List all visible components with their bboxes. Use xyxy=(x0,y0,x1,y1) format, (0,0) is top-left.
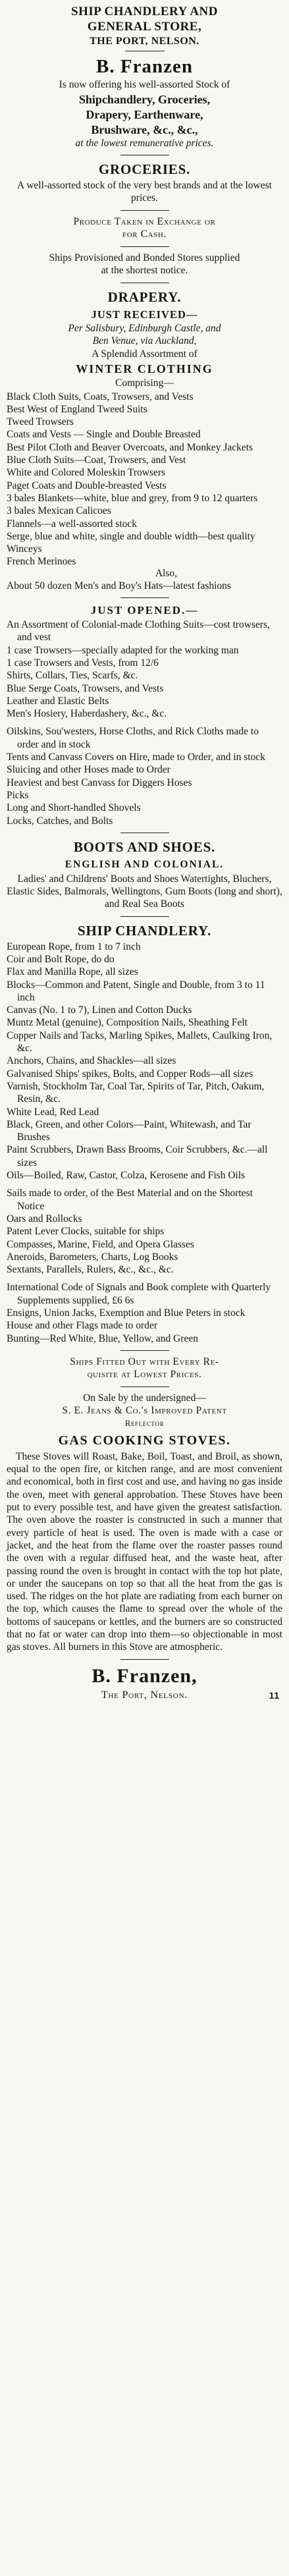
footer-address-text: The Port, Nelson. xyxy=(101,1689,188,1701)
list-item: An Assortment of Colonial-made Clothing Suits—cost trowsers, and vest xyxy=(7,619,270,644)
list-item: 3 bales Mexican Calicoes xyxy=(7,505,111,517)
list-item: White and Colored Moleskin Trowsers xyxy=(7,467,166,479)
groceries-title: GROCERIES. xyxy=(98,161,191,177)
on-sale-line: On Sale by the undersigned— xyxy=(83,1392,206,1404)
divider xyxy=(120,210,169,211)
list-item: Oilskins, Sou'westers, Horse Cloths, and Rick Cloths made to order and in stock xyxy=(7,726,259,750)
list-item: Long and Short-handled Shovels xyxy=(7,802,141,814)
boots-title: BOOTS AND SHOES. xyxy=(73,838,216,855)
gas-stoves-text: These Stoves will Roast, Bake, Boil, Toast, and Broil, as shown, equal to the open fire, or kitchen range, and are most convenient and economical, both in first cost and use, and having no gas inside the oven, meet with general approbation. These Stoves have been put to every possible test, and have given the greatest satisfaction. The oven above the roaster is constructed in such a manner that every particle of heat is used. The oven is made with a case or jacket, and the heat from the flame over the roaster passes round the oven with a regular diffused heat, and the waste heat, after passing round the oven is brought in contact with the top hot plate, or under the saucepans on top so that all the heat from the gas is used. The ridges on the hot plate are radiating from each burner on the top, which causes the flame to spread over the whole of the bottoms of saucepans or kettles, and the burners are so constructed that no fat or water can drop into them—so objectionable in most gas stoves. All burners in this Stove are atmospheric. xyxy=(7,1450,282,1653)
produce-line-1: Produce Taken in Exchange or xyxy=(73,215,216,227)
intro-line-5: at the lowest remunerative prices. xyxy=(75,137,214,149)
per-line-2: Ben Venue, via Auckland, xyxy=(92,335,197,347)
list-item: Heaviest and best Canvass for Diggers Hoses xyxy=(7,777,192,788)
list-item: 1 case Trowsers—specially adapted for the working man xyxy=(7,644,239,656)
list-item: Blocks—Common and Patent, Single and Double, from 3 to 11 inch xyxy=(7,979,265,1003)
list-item: Leather and Elastic Belts xyxy=(7,695,109,707)
comprising: Comprising— xyxy=(115,377,174,389)
list-item: Galvanised Ships' spikes, Bolts, and Copper Rods—all sizes xyxy=(7,1068,253,1080)
divider xyxy=(120,1659,169,1660)
produce-line-2: for Cash. xyxy=(122,229,167,240)
list-item: Shirts, Collars, Ties, Scarfs, &c. xyxy=(7,670,138,682)
list-item: Sails made to order, of the Best Material and on the Shortest Notice xyxy=(7,1188,253,1212)
list-item: Blue Serge Coats, Trowsers, and Vests xyxy=(7,682,164,694)
list-item: Flax and Manilla Rope, all sizes xyxy=(7,966,138,978)
list-item: Tweed Trowsers xyxy=(7,416,74,428)
list-item: Best Pilot Cloth and Beaver Overcoats, and Monkey Jackets xyxy=(7,441,253,453)
list-item: Blue Cloth Suits—Coat, Trowsers, and Vest xyxy=(7,454,186,466)
list-item: Sluicing and other Hoses made to Order xyxy=(7,764,171,776)
boots-subtitle: ENGLISH AND COLONIAL. xyxy=(65,858,224,870)
list-item: Sextants, Parallels, Rulers, &c., &c., &c. xyxy=(7,1264,174,1276)
list-item: Coir and Bolt Rope, do do xyxy=(7,953,115,965)
list-item: Serge, blue and white, single and double width—best quality xyxy=(7,530,255,542)
divider xyxy=(120,916,169,917)
intro-line-2: Shipchandlery, Groceries, xyxy=(78,92,211,106)
splendid-assortment: A Splendid Assortment of xyxy=(92,348,197,360)
list-item: White Lead, Red Lead xyxy=(7,1106,99,1118)
fitted-line-1: Ships Fitted Out with Every Re- xyxy=(70,1356,219,1367)
groceries-text: A well-assorted stock of the very best brands and at the lowest prices. xyxy=(17,180,272,204)
divider xyxy=(120,246,169,247)
header-line-3: THE PORT, NELSON. xyxy=(90,36,199,47)
list-item: 3 bales Blankets—white, blue and grey, from 9 to 12 quarters xyxy=(7,492,258,504)
list-item: Black, Green, and other Colors—Paint, Whitewash, and Tar Brushes xyxy=(7,1118,251,1143)
list-item: Paget Coats and Double-breasted Vests xyxy=(7,480,167,491)
list-item: Tents and Canvass Covers on Hire, made to Order, and in stock xyxy=(7,752,266,763)
header-line-1: SHIP CHANDLERY AND xyxy=(71,5,218,18)
list-item: French Merinoes xyxy=(7,556,76,568)
list-item: Best West of England Tweed Suits xyxy=(7,403,147,415)
list-item: Coats and Vests — Single and Double Breasted xyxy=(7,429,201,441)
list-item: Men's Hosiery, Haberdashery, &c., &c. xyxy=(7,708,167,720)
jeans-line-2: Reflector xyxy=(124,1417,165,1428)
jeans-line-1: S. E. Jeans & Co.'s Improved Patent xyxy=(62,1405,227,1417)
list-item: Bunting—Red White, Blue, Yellow, and Green xyxy=(7,1332,199,1344)
just-opened-title: JUST OPENED.— xyxy=(90,604,199,617)
signals-list xyxy=(7,1281,282,1344)
list-item: Anchors, Chains, and Shackles—all sizes xyxy=(7,1055,176,1067)
list-item: Flannels—a well-assorted stock xyxy=(7,518,138,530)
sails-list xyxy=(7,1187,282,1276)
drapery-title: DRAPERY. xyxy=(107,288,182,305)
chandlery-list xyxy=(7,941,282,1182)
footer-address xyxy=(7,1689,282,1702)
intro-line-4: Brushware, &c., &c., xyxy=(91,123,198,136)
list-item: Locks, Catches, and Bolts xyxy=(7,815,113,827)
chandlery-title: SHIP CHANDLERY. xyxy=(77,922,212,939)
divider xyxy=(120,597,169,598)
divider xyxy=(120,1350,169,1351)
drapery-item-list xyxy=(7,391,282,568)
list-item: Black Cloth Suits, Coats, Trowsers, and Vests xyxy=(7,391,194,402)
list-item: Copper Nails and Tacks, Marling Spikes, Mallets, Caulking Iron, &c. xyxy=(7,1029,273,1055)
list-item: International Code of Signals and Book complete with Quarterly Supplements supplied, £6 6s xyxy=(7,1282,271,1306)
list-item: Varnish, Stockholm Tar, Coal Tar, Spirits of Tar, Pitch, Oakum, Resin, &c. xyxy=(7,1080,265,1105)
ships-line-1: Ships Provisioned and Bonded Stores supplied xyxy=(49,252,240,263)
proprietor-name: B. Franzen xyxy=(96,56,193,77)
fitted-line-2: quisite at Lowest Prices. xyxy=(87,1369,202,1381)
gas-stoves-title: GAS COOKING STOVES. xyxy=(58,1433,231,1448)
page-number: 11 xyxy=(269,1689,280,1701)
hats-list xyxy=(7,580,282,592)
list-item: About 50 dozen Men's and Boy's Hats—latest fashions xyxy=(7,580,231,591)
ships-line-2: at the shortest notice. xyxy=(101,265,188,277)
list-item: Winceys xyxy=(7,543,42,555)
intro-line-1: Is now offering his well-assorted Stock of xyxy=(59,79,230,90)
list-item: Ensigns, Union Jacks, Exemption and Blue Peters in stock xyxy=(7,1307,246,1319)
per-line-1: Per Salisbury, Edinburgh Castle, and xyxy=(68,322,221,334)
header-line-2: GENERAL STORE, xyxy=(87,20,202,34)
list-item: Paint Scrubbers, Drawn Bass Brooms, Coir Scrubbers, &c.—all sizes xyxy=(7,1144,268,1168)
oilskins-list xyxy=(7,725,282,827)
boots-text: Ladies' and Childrens' Boots and Shoes Watertights, Bluchers, Elastic Sides, Balmorals, Wellingtons, Gum Boots (long and short), and Real Sea Boots xyxy=(7,873,282,910)
just-received: JUST RECEIVED— xyxy=(91,308,198,321)
list-item: House and other Flags made to order xyxy=(7,1320,157,1332)
list-item: Canvas (No. 1 to 7), Linen and Cotton Ducks xyxy=(7,1004,192,1016)
intro-line-3: Drapery, Earthenware, xyxy=(86,107,203,121)
list-item: Muntz Metal (genuine), Composition Nails, Sheathing Felt xyxy=(7,1017,248,1029)
list-item: Compasses, Marine, Field, and Opera Glasses xyxy=(7,1238,194,1250)
list-item: Aneroids, Barometers, Charts, Log Books xyxy=(7,1251,178,1263)
winter-clothing-title: WINTER CLOTHING xyxy=(76,362,213,376)
list-item: European Rope, from 1 to 7 inch xyxy=(7,941,141,952)
footer-name: B. Franzen, xyxy=(92,1664,197,1687)
also-label: Also, xyxy=(155,567,177,579)
list-item: 1 case Trowsers and Vests, from 12/6 xyxy=(7,657,159,669)
list-item: Oils—Boiled, Raw, Castor, Colza, Kerosene and Fish Oils xyxy=(7,1170,246,1182)
list-item: Oars and Rollocks xyxy=(7,1213,82,1224)
divider xyxy=(120,1386,169,1387)
just-opened-list xyxy=(7,618,282,720)
list-item: Patent Lever Clocks, suitable for ships xyxy=(7,1226,165,1238)
list-item: Picks xyxy=(7,789,29,801)
